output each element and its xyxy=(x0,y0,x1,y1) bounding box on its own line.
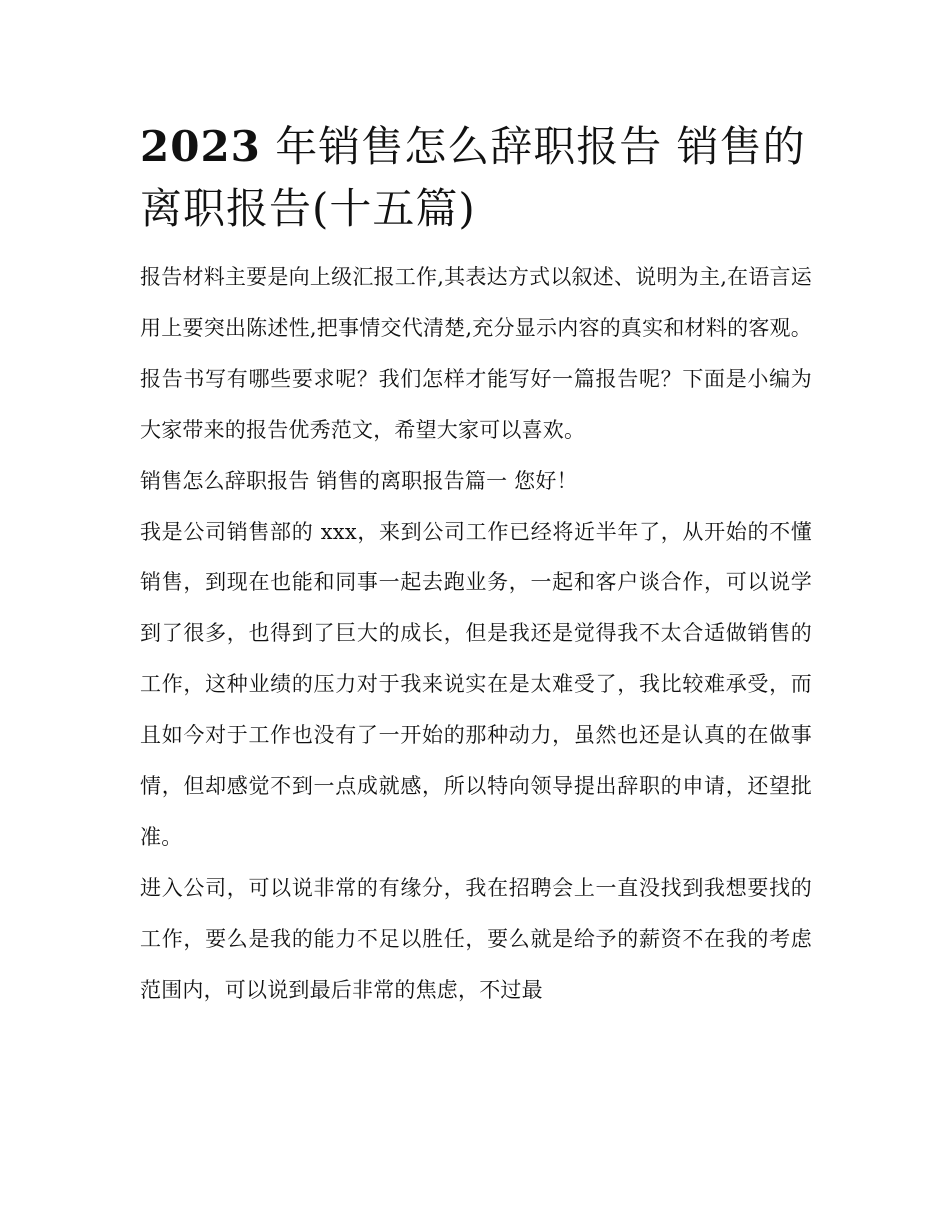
title-year: 2023 xyxy=(140,122,261,171)
paragraph-section-heading: 销售怎么辞职报告 销售的离职报告篇一 您好！ xyxy=(140,468,578,493)
document-body xyxy=(140,116,812,1016)
document-title xyxy=(140,116,812,240)
title-text: 年销售怎么辞职报告 销售的离职报告(十五篇) xyxy=(140,122,806,233)
paragraph-intro: 报告材料主要是向上级汇报工作,其表达方式以叙述、说明为主,在语言运用上要突出陈述性,把事情交代清楚,充分显示内容的真实和材料的客观。报告书写有哪些要求呢？我们怎样才能写好一篇报告呢？下面是小编为大家带来的报告优秀范文，希望大家可以喜欢。 xyxy=(140,265,812,442)
paragraph-body-2: 进入公司，可以说非常的有缘分，我在招聘会上一直没找到我想要找的工作，要么是我的能力不足以胜任，要么就是给予的薪资不在我的考虑范围内，可以说到最后非常的焦虑，不过最 xyxy=(140,875,812,1002)
paragraph-body-1: 我是公司销售部的 xxx，来到公司工作已经将近半年了，从开始的不懂销售，到现在也能和同事一起去跑业务，一起和客户谈合作，可以说学到了很多，也得到了巨大的成长，但是我还是觉得我不太合适做销售的工作，这种业绩的压力对于我来说实在是太难受了，我比较难承受，而且如今对于工作也没有了一开始的那种动力，虽然也还是认真的在做事情，但却感觉不到一点成就感，所以特向领导提出辞职的申请，还望批准。 xyxy=(140,519,812,849)
